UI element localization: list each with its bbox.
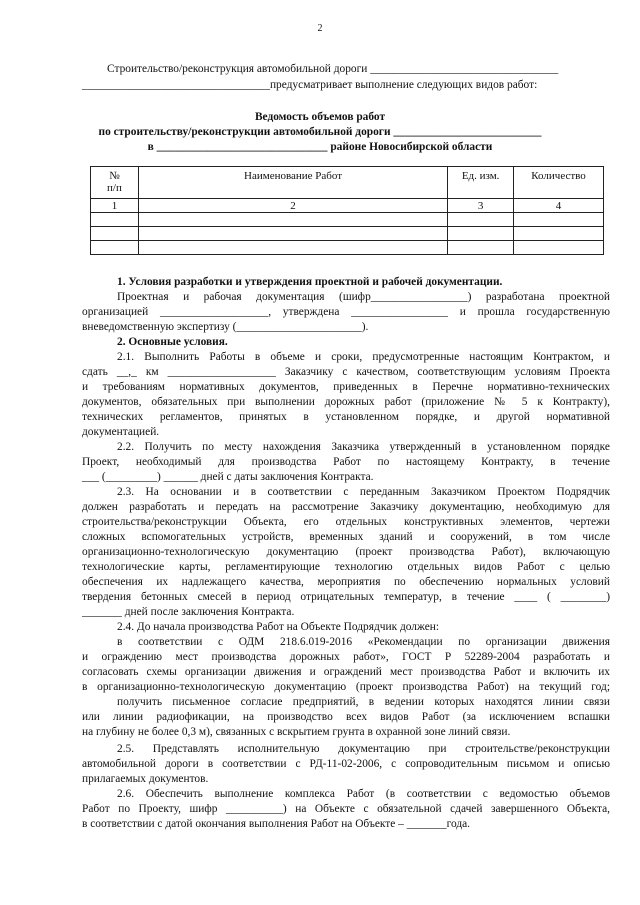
section-2-heading: 2. Основные условия. (117, 336, 228, 348)
clause-2-4-line: 2.4. До начала производства Работ на Объекте Подрядчик должен: (117, 621, 440, 633)
clause-2-6-line: в соответствии с датой окончания выполнения Работ на Объекте – _______года. (82, 818, 471, 830)
clause-2-3-line: строительства/реконструкции Объекта, его отдельных конструктивных элементов, чертежи (82, 516, 610, 528)
clause-2-3-line: должен разработать и передать на рассмотрение Заказчику документацию, необходимую для (82, 501, 610, 513)
table-row (91, 227, 604, 241)
intro-line-2: _________________________________предусматривает выполнение следующих видов работ: (82, 79, 538, 91)
clause-2-1-line: документов, обязательных при выполнении дорожных работ (приложение № 5 к Контракту), (82, 396, 610, 408)
clause-2-6-line: 2.6. Обеспечить выполнение комплекса Работ (в соответствии с ведомостью объемов (117, 788, 610, 800)
clause-2-1-line: 2.1. Выполнить Работы в объеме и сроки, предусмотренные настоящим Контрактом, и (117, 351, 610, 363)
clause-2-5-line: автомобильной дороги в соответствии с РД-11-02-2006, с сопроводительным письмом и описью (82, 758, 610, 770)
clause-2-4-line: на глубину не более 0,3 м), связанных с вскрытием грунта в охранной зоне линий связи. (82, 726, 511, 738)
table-header-row (91, 167, 604, 199)
statement-subtitle: по строительству/реконструкции автомобильной дороги __________________________ (98, 126, 542, 138)
table-cell: 2 (138, 199, 447, 213)
clause-2-3-line: обеспечения их надлежащего качества, мероприятия по обеспечению нормальных условий (82, 576, 610, 588)
clause-2-4-line: в соответствии с ОДМ 218.6.019-2016 «Рекомендации по организации движения (117, 636, 610, 648)
section-1-line: вневедомственную экспертизу (______________________). (82, 321, 369, 333)
table-cell: 4 (514, 199, 604, 213)
page-number: 2 (317, 23, 323, 34)
clause-2-2-line: 2.2. Получить по месту нахождения Заказчика утвержденный в установленном порядке (117, 441, 610, 453)
header-name: Наименование Работ (138, 167, 447, 199)
clause-2-2-line: ___ (_________) ______ дней с даты заключения Контракта. (82, 471, 374, 483)
clause-2-3-line: технологические карты, регламентирующие технологию отдельных видов Работ с целью (82, 561, 610, 573)
intro-line-1: Строительство/реконструкция автомобильной дороги _________________________________ (107, 63, 559, 75)
table-cell (448, 213, 514, 227)
clause-2-3-line: твердения бетонных смесей в период отрицательных температур, в течение ____ ( ________) (82, 591, 610, 603)
table-cell (448, 241, 514, 255)
table-cell (138, 213, 447, 227)
clause-2-3-line: организационно-технологическую документацию (проект производства Работ), включающую (82, 546, 610, 558)
clause-2-5-line: прилагаемых документов. (82, 773, 209, 785)
clause-2-4-line: согласовать схемы организации движения и ограждений мест производства Работ и включить их (82, 666, 610, 678)
clause-2-1-line: технических регламентов, принятых в установленном порядке, и другой нормативной (82, 411, 610, 423)
table-cell: 3 (448, 199, 514, 213)
clause-2-3-line: _______ дней после заключения Контракта. (82, 606, 295, 618)
table-row (91, 199, 604, 213)
table-cell (91, 227, 139, 241)
statement-title: Ведомость объемов работ (254, 111, 386, 123)
section-1-line: организацией ___________________, утверждена _________________ и прошла государственную (82, 306, 610, 318)
clause-2-4-line: в организационно-технологическую документацию (проект производства Работ) на текущий год; (82, 681, 610, 693)
clause-2-4-line: получить письменное согласие предприятий, в ведении которых находятся линии связи (117, 696, 610, 708)
clause-2-1-line: документацией. (82, 426, 160, 438)
table-cell (514, 227, 604, 241)
section-1-heading: 1. Условия разработки и утверждения проектной и рабочей документации. (117, 276, 503, 288)
table-row (91, 213, 604, 227)
table-cell (91, 241, 139, 255)
table-cell (91, 213, 139, 227)
table-cell (138, 227, 447, 241)
clause-2-2-line: Проект, необходимый для производства Работ по настоящему Контракту, в течение (82, 456, 610, 468)
clause-2-4-line: или линии радиофикации, на производство всех видов Работ (за исключением вспашки (82, 711, 610, 723)
clause-2-3-line: сложных вспомогательных устройств, временных зданий и сооружений, в том числе (82, 531, 610, 543)
header-quantity: Количество (514, 167, 604, 199)
clause-2-1-line: сдать __,_ км ___________________ Заказчику с качеством, соответствующим условиям Проекта (82, 366, 610, 378)
table-cell (514, 213, 604, 227)
header-unit: Ед. изм. (448, 167, 514, 199)
header-number: № п/п (91, 167, 139, 199)
table-row (91, 241, 604, 255)
clause-2-1-line: и требованиям нормативных документов, приведенных в Перечне нормативно-технических (82, 381, 610, 393)
table-cell (514, 241, 604, 255)
section-1-line: Проектная и рабочая документация (шифр_________________) разработана проектной (117, 291, 610, 303)
clause-2-3-line: 2.3. На основании и в соответствии с переданным Заказчиком Проектом Подрядчик (117, 486, 610, 498)
table-cell: 1 (91, 199, 139, 213)
clause-2-6-line: Работ по Проекту, шифр __________) на Объекте с обязательной сдачей завершенного Объекта, (82, 803, 610, 815)
clause-2-5-line: 2.5. Представлять исполнительную документацию при строительстве/реконструкции (117, 743, 610, 755)
works-table (90, 166, 604, 255)
clause-2-4-line: и ограждению мест производства дорожных работ», ГОСТ Р 52289-2004 разработать и (82, 651, 610, 663)
statement-region: в ______________________________ районе Новосибирской области (147, 141, 493, 153)
table-cell (138, 241, 447, 255)
table-cell (448, 227, 514, 241)
